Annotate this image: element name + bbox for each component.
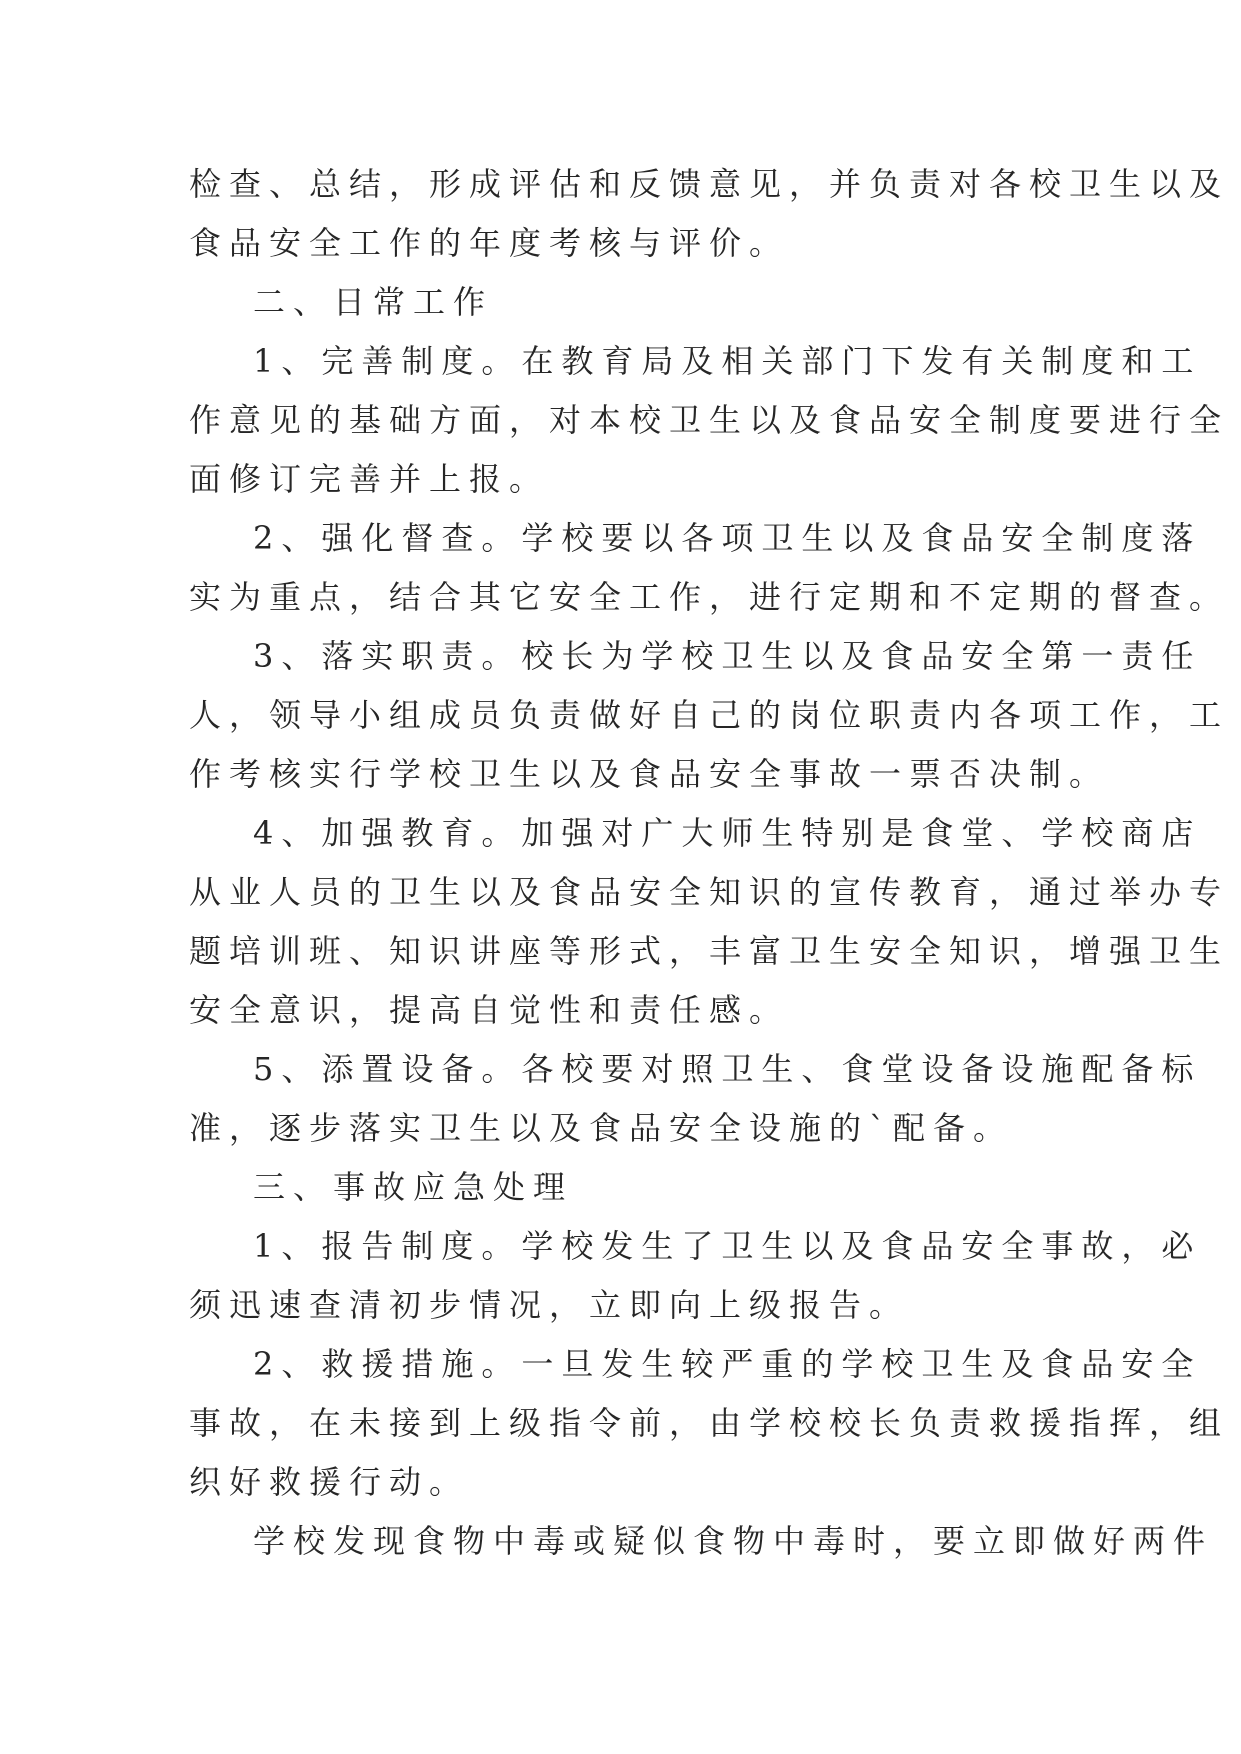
text-line: 须迅速查清初步情况，立即向上级报告。 [189, 1286, 910, 1324]
text-line: 1、完善制度。在教育局及相关部门下发有关制度和工 [253, 342, 1202, 380]
text-line: 2、救援措施。一旦发生较严重的学校卫生及食品安全 [253, 1345, 1202, 1383]
text-line: 安全意识，提高自觉性和责任感。 [189, 991, 790, 1029]
section-heading: 二、日常工作 [253, 283, 494, 321]
text-line: 从业人员的卫生以及食品安全知识的宣传教育，通过举办专 [189, 873, 1230, 911]
text-line: 学校发现食物中毒或疑似食物中毒时，要立即做好两件 [253, 1522, 1214, 1560]
text-line: 事故，在未接到上级指令前，由学校校长负责救援指挥，组 [189, 1404, 1230, 1442]
text-line: 3、落实职责。校长为学校卫生以及食品安全第一责任 [253, 637, 1202, 675]
text-line: 人，领导小组成员负责做好自己的岗位职责内各项工作，工 [189, 696, 1230, 734]
text-line: 食品安全工作的年度考核与评价。 [189, 224, 790, 262]
text-line: 2、强化督查。学校要以各项卫生以及食品安全制度落 [253, 519, 1202, 557]
text-line: 题培训班、知识讲座等形式，丰富卫生安全知识，增强卫生 [189, 932, 1230, 970]
text-line: 4、加强教育。加强对广大师生特别是食堂、学校商店 [253, 814, 1202, 852]
text-line: 实为重点，结合其它安全工作，进行定期和不定期的督查。 [189, 578, 1230, 616]
text-line: 织好救援行动。 [189, 1463, 470, 1501]
text-line: 准，逐步落实卫生以及食品安全设施的`配备。 [189, 1109, 1014, 1147]
document-body [189, 155, 1230, 1571]
section-heading: 三、事故应急处理 [253, 1168, 574, 1206]
text-line: 5、添置设备。各校要对照卫生、食堂设备设施配备标 [253, 1050, 1202, 1088]
text-line: 作考核实行学校卫生以及食品安全事故一票否决制。 [189, 755, 1110, 793]
text-line: 检查、总结，形成评估和反馈意见，并负责对各校卫生以及 [189, 165, 1230, 203]
text-line: 1、报告制度。学校发生了卫生以及食品安全事故，必 [253, 1227, 1202, 1265]
text-line: 作意见的基础方面，对本校卫生以及食品安全制度要进行全 [189, 401, 1230, 439]
text-line: 面修订完善并上报。 [189, 460, 550, 498]
